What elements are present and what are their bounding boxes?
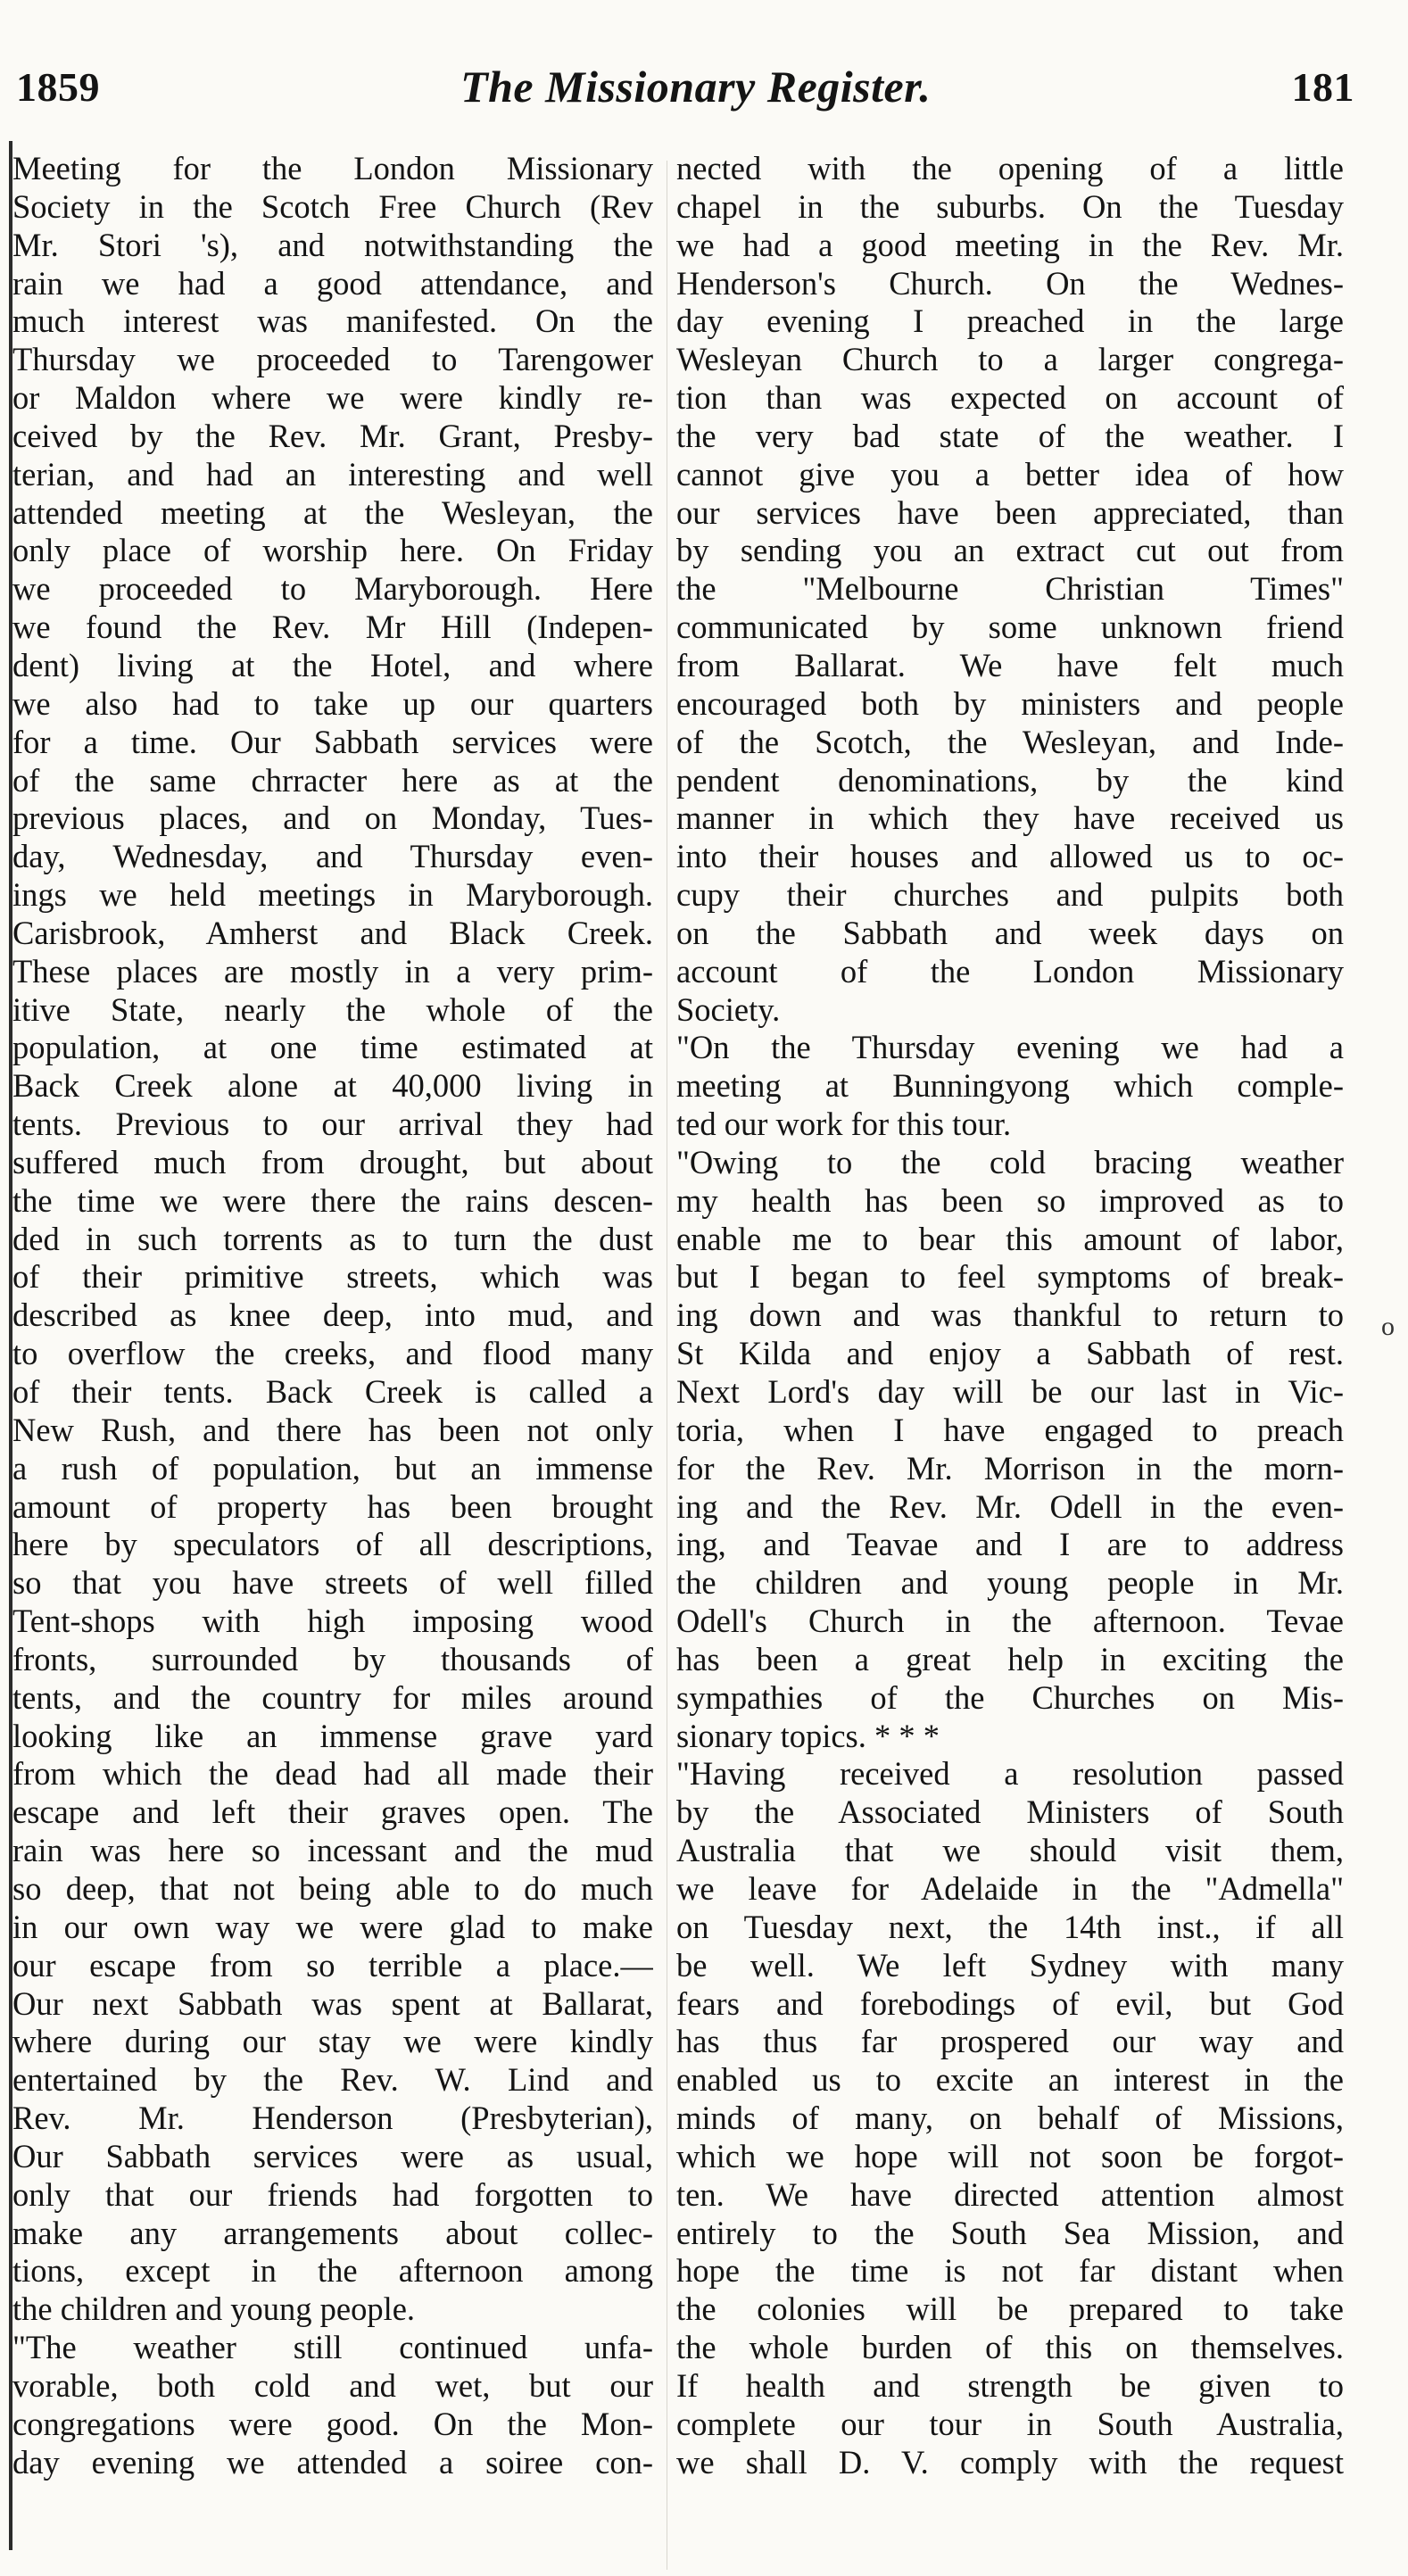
text-line: "Having received a resolution passed — [676, 1755, 1344, 1793]
text-line: Thursday we proceeded to Tarengower — [12, 341, 653, 378]
text-line: entirely to the South Sea Mission, and — [676, 2214, 1344, 2251]
text-line: Wesleyan Church to a larger congrega- — [676, 341, 1344, 378]
text-line: ded in such torrents as to turn the dust — [12, 1220, 653, 1257]
text-line: manner in which they have received us — [676, 799, 1344, 837]
text-line: enabled us to excite an interest in the — [676, 2061, 1344, 2099]
text-line: itive State, nearly the whole of the — [12, 990, 653, 1028]
text-line: These places are mostly in a very prim- — [12, 952, 653, 990]
text-line: chapel in the suburbs. On the Tuesday — [676, 187, 1344, 225]
text-line: for a time. Our Sabbath services were — [12, 723, 653, 760]
text-line: the children and young people in Mr. — [676, 1564, 1344, 1602]
text-line: be well. We left Sydney with many — [676, 1946, 1344, 1984]
text-line: nected with the opening of a little — [676, 150, 1344, 186]
text-line: of their tents. Back Creek is called a — [12, 1373, 653, 1410]
text-line: here by speculators of all descriptions, — [12, 1526, 653, 1563]
text-line: we also had to take up our quarters — [12, 684, 653, 722]
text-line: "On the Thursday evening we had a — [676, 1029, 1344, 1066]
text-line: by the Associated Ministers of South — [676, 1793, 1344, 1831]
text-line: encouraged both by ministers and people — [676, 684, 1344, 722]
text-line: day, Wednesday, and Thursday even- — [12, 838, 653, 875]
text-line: Meeting for the London Missionary — [12, 150, 653, 186]
text-line: Australia that we should visit them, — [676, 1832, 1344, 1869]
text-line: we proceeded to Maryborough. Here — [12, 570, 653, 608]
text-line: ceived by the Rev. Mr. Grant, Presby- — [12, 417, 653, 454]
text-line: only that our friends had forgotten to — [12, 2175, 653, 2213]
text-line: enable me to bear this amount of labor, — [676, 1220, 1344, 1257]
text-line: rain was here so incessant and the mud — [12, 1832, 653, 1869]
text-line: dent) living at the Hotel, and where — [12, 646, 653, 683]
page-header — [16, 46, 1354, 127]
text-line: New Rush, and there has been not only — [12, 1411, 653, 1448]
text-line: suffered much from drought, but about — [12, 1143, 653, 1180]
text-line: Back Creek alone at 40,000 living in — [12, 1067, 653, 1105]
text-line: terian, and had an interesting and well — [12, 455, 653, 493]
text-line: rain we had a good attendance, and — [12, 264, 653, 302]
right-column — [676, 150, 1344, 2568]
text-line: meeting at Bunningyong which comple- — [676, 1067, 1344, 1105]
header-year: 1859 — [16, 63, 100, 110]
text-line: Rev. Mr. Henderson (Presbyterian), — [12, 2100, 653, 2137]
text-line: so deep, that not being able to do much — [12, 1869, 653, 1907]
text-line: sympathies of the Churches on Mis- — [676, 1678, 1344, 1716]
text-line: Tent-shops with high imposing wood — [12, 1603, 653, 1640]
text-line: Our Sabbath services were as usual, — [12, 2137, 653, 2174]
text-line: but I began to feel symptoms of break- — [676, 1258, 1344, 1296]
text-line: my health has been so improved as to — [676, 1181, 1344, 1219]
text-line: where during our stay we were kindly — [12, 2023, 653, 2060]
text-line: we leave for Adelaide in the "Admella" — [676, 1869, 1344, 1907]
text-line: Henderson's Church. On the Wednes- — [676, 264, 1344, 302]
text-line: cupy their churches and pulpits both — [676, 876, 1344, 914]
text-line: Society in the Scotch Free Church (Rev — [12, 187, 653, 225]
text-line: cannot give you a better idea of how — [676, 455, 1344, 493]
text-line: tion than was expected on account of — [676, 379, 1344, 417]
text-line: Society. — [676, 990, 781, 1028]
header-page-number: 181 — [1291, 63, 1354, 110]
text-line: much interest was manifested. On the — [12, 302, 653, 340]
text-line: of their primitive streets, which was — [12, 1258, 653, 1296]
text-line: looking like an immense grave yard — [12, 1717, 653, 1754]
text-line: population, at one time estimated at — [12, 1029, 653, 1066]
text-line: day evening we attended a soiree con- — [12, 2443, 653, 2481]
text-line: we shall D. V. comply with the request — [676, 2443, 1344, 2481]
text-line: account of the London Missionary — [676, 952, 1344, 990]
text-line: our services have been appreciated, than — [676, 493, 1344, 531]
text-line: Carisbrook, Amherst and Black Creek. — [12, 914, 653, 951]
text-line: only place of worship here. On Friday — [12, 532, 653, 569]
text-line: our escape from so terrible a place.— — [12, 1946, 653, 1984]
header-title: The Missionary Register. — [460, 62, 932, 112]
text-line: St Kilda and enjoy a Sabbath of rest. — [676, 1335, 1344, 1372]
text-line: amount of property has been brought — [12, 1487, 653, 1525]
text-line: ten. We have directed attention almost — [676, 2175, 1344, 2213]
text-line: fronts, surrounded by thousands of — [12, 1640, 653, 1677]
text-line: tents, and the country for miles around — [12, 1678, 653, 1716]
text-line: communicated by some unknown friend — [676, 609, 1344, 646]
text-line: sionary topics. * * * — [676, 1717, 940, 1754]
text-line: previous places, and on Monday, Tues- — [12, 799, 653, 837]
text-line: complete our tour in South Australia, — [676, 2405, 1344, 2442]
text-line: escape and left their graves open. The — [12, 1793, 653, 1831]
text-line: ings we held meetings in Maryborough. — [12, 876, 653, 914]
text-line: the children and young people. — [12, 2290, 416, 2328]
text-line: of the same chrracter here as at the — [12, 761, 653, 799]
text-line: ted our work for this tour. — [676, 1106, 1012, 1143]
margin-mark: o — [1381, 1312, 1395, 1341]
text-line: the colonies will be prepared to take — [676, 2290, 1344, 2328]
text-line: Odell's Church in the afternoon. Tevae — [676, 1603, 1344, 1640]
text-line: toria, when I have engaged to preach — [676, 1411, 1344, 1448]
text-line: of the Scotch, the Wesleyan, and Inde- — [676, 723, 1344, 760]
text-line: ing and the Rev. Mr. Odell in the even- — [676, 1487, 1344, 1525]
text-line: If health and strength be given to — [676, 2366, 1344, 2404]
text-line: Our next Sabbath was spent at Ballarat, — [12, 1984, 653, 2022]
text-line: the whole burden of this on themselves. — [676, 2329, 1344, 2366]
text-line: by sending you an extract cut out from — [676, 532, 1344, 569]
text-line: hope the time is not far distant when — [676, 2252, 1344, 2290]
text-line: the time we were there the rains descen- — [12, 1181, 653, 1219]
text-line: attended meeting at the Wesleyan, the — [12, 493, 653, 531]
text-line: we had a good meeting in the Rev. Mr. — [676, 226, 1344, 263]
text-line: to overflow the creeks, and flood many — [12, 1335, 653, 1372]
text-line: in our own way we were glad to make — [12, 1908, 653, 1945]
text-line: so that you have streets of well filled — [12, 1564, 653, 1602]
text-line: from which the dead had all made their — [12, 1755, 653, 1793]
text-line: has been a great help in exciting the — [676, 1640, 1344, 1677]
text-line: which we hope will not soon be forgot- — [676, 2137, 1344, 2174]
text-line: minds of many, on behalf of Missions, — [676, 2100, 1344, 2137]
text-line: ing down and was thankful to return to — [676, 1296, 1344, 1334]
text-line: on the Sabbath and week days on — [676, 914, 1344, 951]
text-line: "The weather still continued unfa- — [12, 2329, 653, 2366]
text-line: vorable, both cold and wet, but our — [12, 2366, 653, 2404]
text-line: fears and forebodings of evil, but God — [676, 1984, 1344, 2022]
text-line: Next Lord's day will be our last in Vic- — [676, 1373, 1344, 1410]
text-line: or Maldon where we were kindly re- — [12, 379, 653, 417]
text-line: make any arrangements about collec- — [12, 2214, 653, 2251]
text-line: tions, except in the afternoon among — [12, 2252, 653, 2290]
text-line: "Owing to the cold bracing weather — [676, 1143, 1344, 1180]
text-line: the very bad state of the weather. I — [676, 417, 1344, 454]
text-line: for the Rev. Mr. Morrison in the morn- — [676, 1449, 1344, 1487]
text-line: tents. Previous to our arrival they had — [12, 1106, 653, 1143]
text-line: day evening I preached in the large — [676, 302, 1344, 340]
text-line: pendent denominations, by the kind — [676, 761, 1344, 799]
text-line: the "Melbourne Christian Times" — [676, 570, 1344, 608]
text-line: congregations were good. On the Mon- — [12, 2405, 653, 2442]
text-line: Mr. Stori 's), and notwithstanding the — [12, 226, 653, 263]
text-line: into their houses and allowed us to oc- — [676, 838, 1344, 875]
text-line: on Tuesday next, the 14th inst., if all — [676, 1908, 1344, 1945]
text-line: from Ballarat. We have felt much — [676, 646, 1344, 683]
text-line: we found the Rev. Mr Hill (Indepen- — [12, 609, 653, 646]
text-line: entertained by the Rev. W. Lind and — [12, 2061, 653, 2099]
text-line: ing, and Teavae and I are to address — [676, 1526, 1344, 1563]
text-line: has thus far prospered our way and — [676, 2023, 1344, 2060]
left-column — [12, 150, 653, 2568]
text-line: a rush of population, but an immense — [12, 1449, 653, 1487]
text-line: described as knee deep, into mud, and — [12, 1296, 653, 1334]
